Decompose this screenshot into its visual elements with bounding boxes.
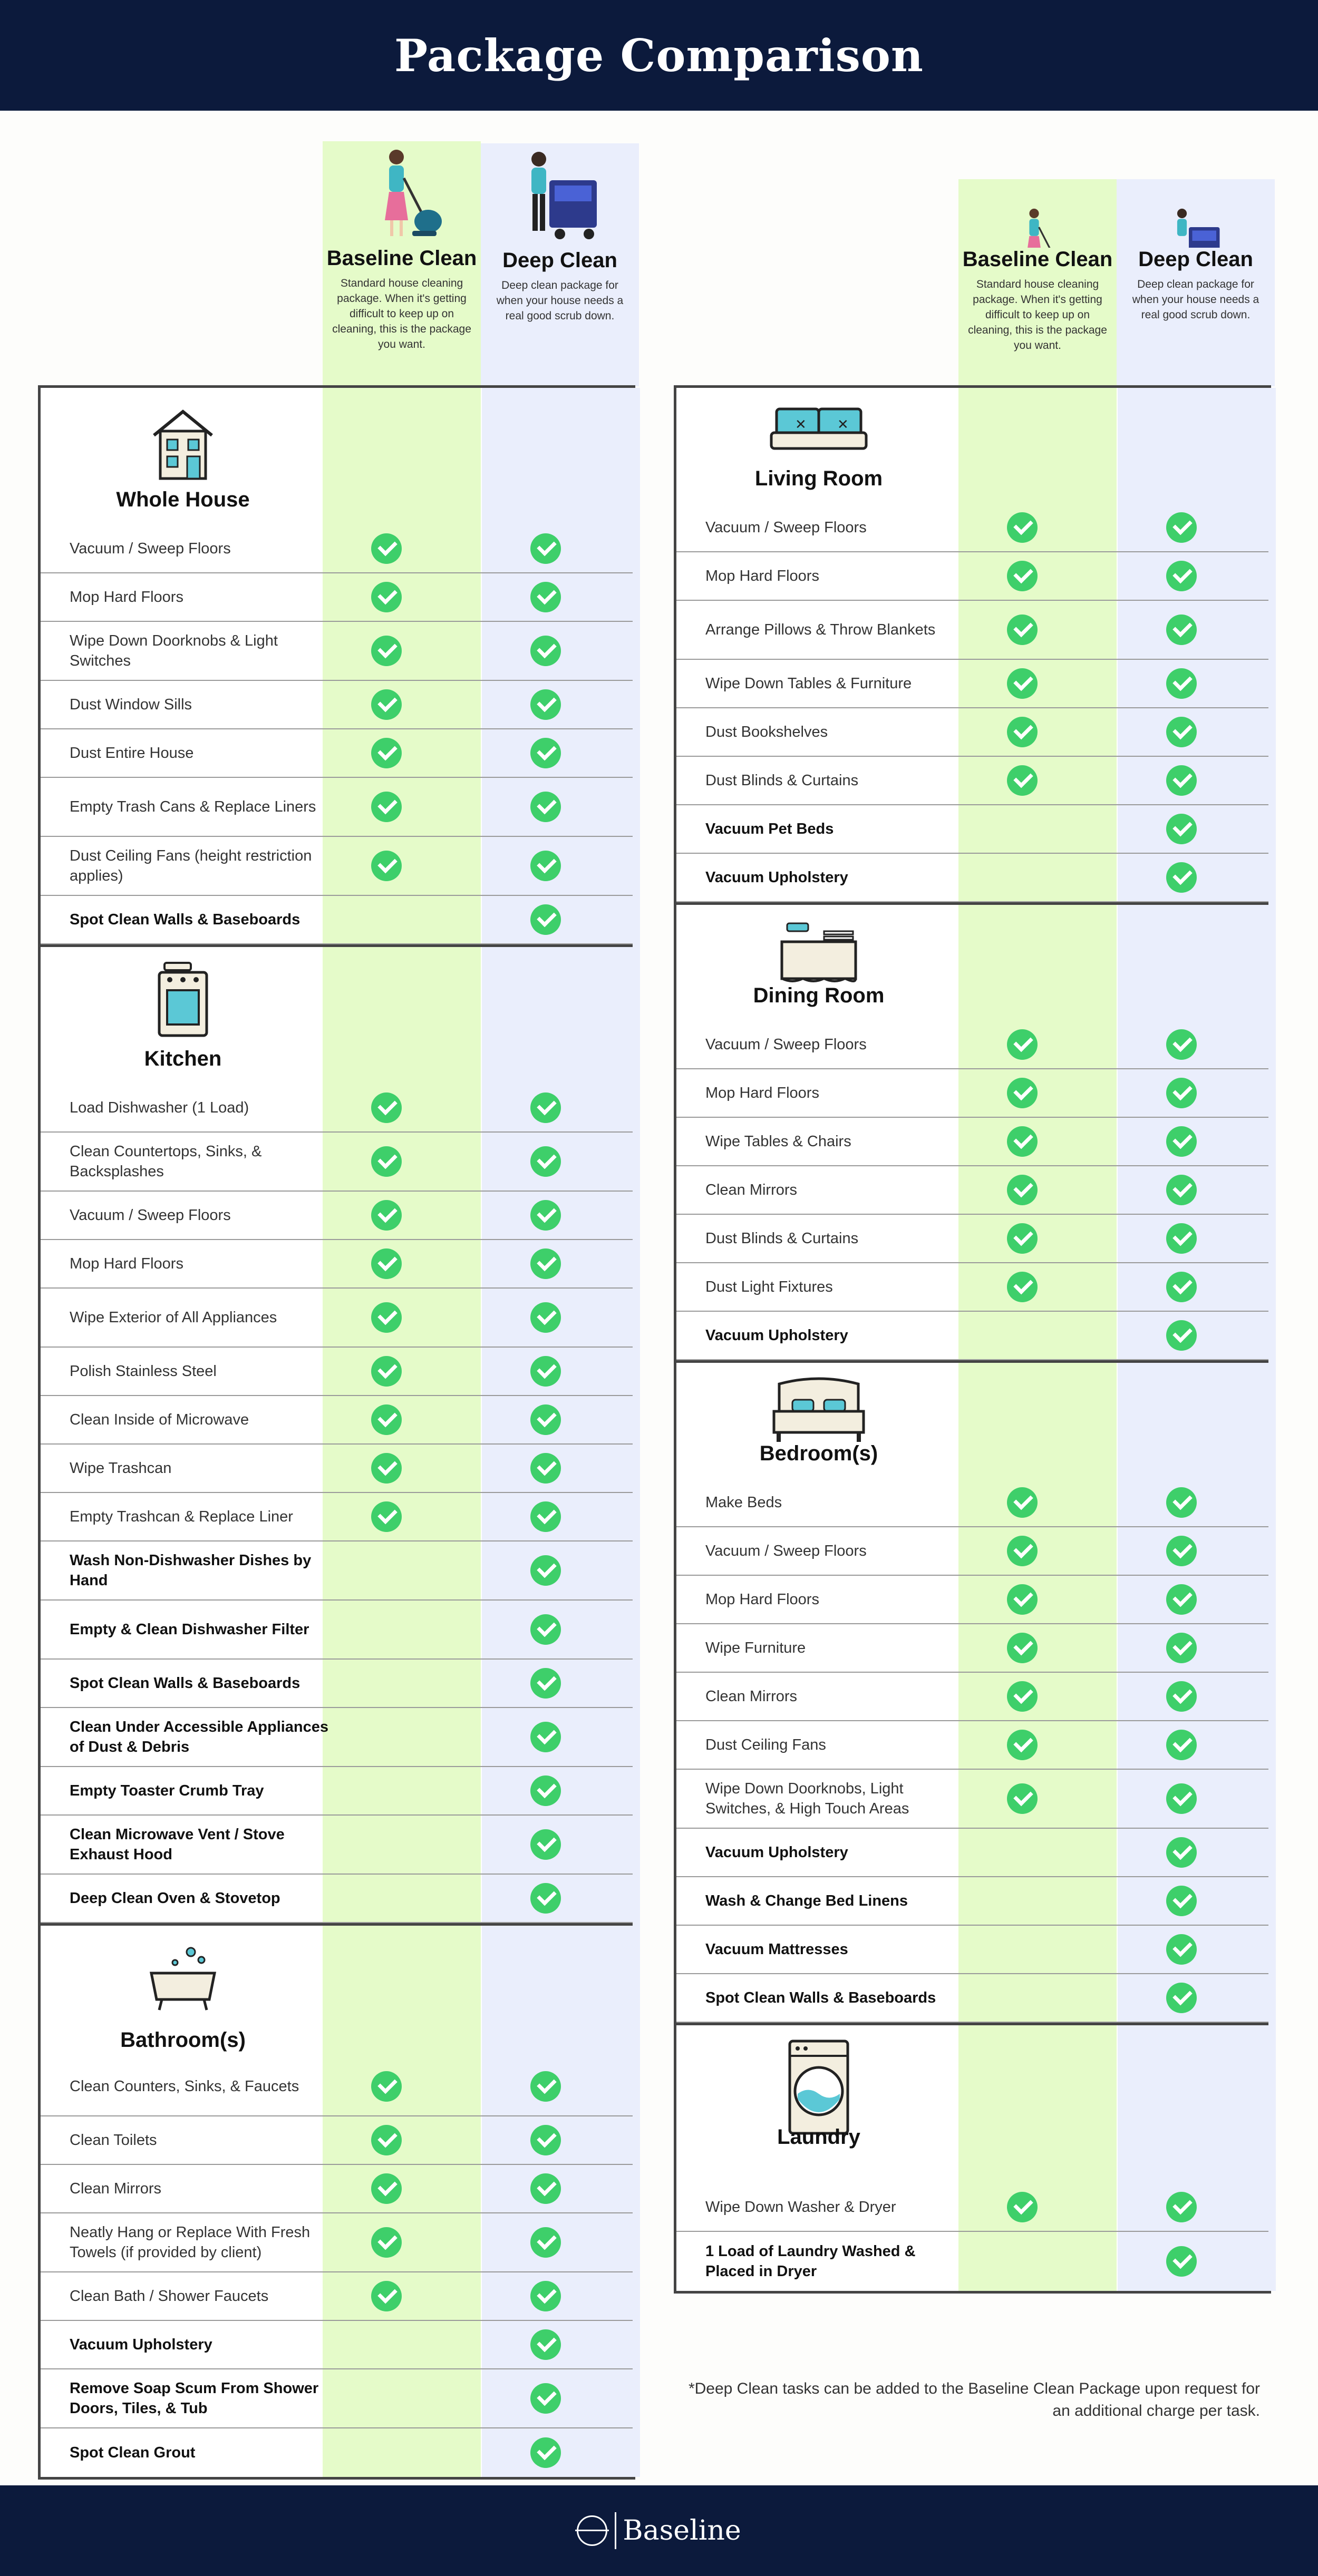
task-label: Mop Hard Floors [70, 589, 183, 606]
baseline-check-icon [1007, 1536, 1038, 1566]
baseline-desc-left: Standard house cleaning package. When it's getting difficult to keep up on cleaning, this is the package you want. [332, 277, 471, 350]
deep-check-icon [1166, 1223, 1197, 1254]
table-row [676, 854, 1268, 902]
deep-name-left: Deep Clean [502, 249, 617, 272]
deep-clean-note: *Deep Clean tasks can be added to the Baseline Clean Package upon request for an additional charge per task. [688, 2380, 1260, 2419]
whole-house-icon [143, 398, 222, 483]
section-title: Laundry [777, 2125, 860, 2149]
deep-check-icon [530, 2383, 561, 2414]
deep-check-icon [1166, 1886, 1197, 1916]
table-row [676, 1624, 1268, 1673]
table-row [41, 1084, 633, 1133]
comparison-table-right [674, 385, 1271, 2294]
baseline-check-icon [371, 582, 402, 612]
baseline-desc-right: Standard house cleaning package. When it's getting difficult to keep up on cleaning, this is the package you want. [968, 278, 1107, 352]
footer-brand: Baseline [623, 2515, 741, 2546]
deep-check-icon [530, 1722, 561, 1752]
task-label: Wash & Change Bed Linens [705, 1892, 908, 1909]
task-label: Clean Countertops, Sinks, & Backsplashes [70, 1143, 262, 1180]
baseline-check-icon [371, 1356, 402, 1387]
task-label: Spot Clean Walls & Baseboards [70, 911, 301, 928]
section-title: Living Room [754, 467, 883, 490]
table-row [41, 778, 633, 837]
table-row [41, 896, 633, 944]
task-label: Vacuum / Sweep Floors [70, 540, 231, 557]
table-row [676, 2183, 1268, 2232]
deep-cleaner-illustration [481, 143, 639, 249]
deep-check-icon [1166, 1272, 1197, 1302]
task-label: Clean Microwave Vent / Stove Exhaust Hood [70, 1826, 285, 1863]
baseline-cleaner-illustration-right [958, 179, 1117, 248]
task-label: Dust Blinds & Curtains [705, 772, 859, 789]
table-row [41, 2213, 633, 2272]
deep-check-icon [1166, 1681, 1197, 1712]
table-row [676, 1721, 1268, 1770]
deep-check-icon [530, 1775, 561, 1806]
baseline-check-icon [1007, 668, 1038, 699]
baseline-cleaner-illustration [323, 141, 481, 247]
deep-check-icon [1166, 1584, 1197, 1615]
table-row [41, 622, 633, 681]
section-dining-room [676, 905, 1268, 1021]
table-row [676, 1479, 1268, 1527]
section-title: Kitchen [144, 1047, 222, 1070]
baseline-check-icon [371, 689, 402, 720]
task-label: Dust Entire House [70, 745, 194, 762]
table-row [41, 1660, 633, 1708]
deep-check-icon [530, 851, 561, 881]
baseline-check-icon [1007, 1223, 1038, 1254]
baseline-check-icon [1007, 1078, 1038, 1108]
baseline-check-icon [371, 2125, 402, 2155]
deep-header-right [1117, 179, 1275, 386]
page-title: Package Comparison [394, 29, 924, 82]
table-row [676, 1069, 1268, 1118]
table-row [676, 1263, 1268, 1312]
section-living-room [676, 388, 1268, 504]
table-row [676, 504, 1268, 552]
deep-check-icon [530, 1883, 561, 1914]
task-label: 1 Load of Laundry Washed & Placed in Dryer [705, 2243, 916, 2280]
table-row [41, 1289, 633, 1348]
deep-check-icon [530, 1200, 561, 1231]
left-column [38, 0, 634, 2461]
task-label: Vacuum Mattresses [705, 1941, 848, 1958]
table-row [41, 1133, 633, 1192]
deep-check-icon [530, 2281, 561, 2311]
page-footer [0, 2485, 1318, 2576]
deep-check-icon [530, 1404, 561, 1435]
baseline-check-icon [371, 1248, 402, 1279]
deep-check-icon [1166, 668, 1197, 699]
deep-check-icon [1166, 1175, 1197, 1205]
table-row [41, 2428, 633, 2477]
table-row [41, 837, 633, 896]
task-label: Vacuum / Sweep Floors [705, 1036, 867, 1053]
deep-check-icon [530, 1356, 561, 1387]
task-label: Vacuum / Sweep Floors [705, 1543, 867, 1559]
table-row [676, 552, 1268, 601]
table-row [41, 2116, 633, 2165]
baseline-check-icon [371, 851, 402, 881]
task-label: Vacuum Pet Beds [705, 821, 834, 837]
section-title: Bedroom(s) [759, 1442, 878, 1465]
task-label: Clean Mirrors [705, 1688, 798, 1705]
task-label: Wipe Exterior of All Appliances [70, 1309, 277, 1326]
task-label: Wipe Down Tables & Furniture [705, 675, 912, 692]
table-row [676, 757, 1268, 805]
table-row [41, 681, 633, 729]
task-label: Clean Mirrors [70, 2180, 162, 2197]
baseline-check-icon [1007, 1487, 1038, 1518]
table-row [41, 1875, 633, 1923]
deep-check-icon [530, 1555, 561, 1586]
baseline-check-icon [1007, 1730, 1038, 1760]
baseline-check-icon [1007, 765, 1038, 796]
section-kitchen [41, 947, 633, 1084]
deep-check-icon [1166, 1536, 1197, 1566]
table-row [41, 525, 633, 573]
table-row [41, 2369, 633, 2428]
task-label: Dust Bookshelves [705, 724, 828, 740]
baseline-check-icon [371, 2227, 402, 2258]
table-row [676, 1576, 1268, 1624]
baseline-header-left [323, 141, 481, 386]
task-label: Spot Clean Walls & Baseboards [70, 1675, 301, 1692]
baseline-check-icon [371, 2173, 402, 2204]
baseline-check-icon [371, 1200, 402, 1231]
deep-check-icon [530, 904, 561, 935]
table-row [676, 1118, 1268, 1166]
deep-check-icon [1166, 1934, 1197, 1965]
deep-check-icon [530, 1453, 561, 1484]
task-label: Mop Hard Floors [705, 1085, 819, 1101]
section-title: Whole House [116, 488, 250, 511]
deep-check-icon [530, 2173, 561, 2204]
task-label: Load Dishwasher (1 Load) [70, 1099, 249, 1116]
table-row [676, 1312, 1268, 1360]
baseline-name-right: Baseline Clean [962, 248, 1113, 271]
table-row [41, 1445, 633, 1493]
table-row [676, 1974, 1268, 2023]
table-row [41, 1396, 633, 1445]
section-whole-house [41, 388, 633, 525]
task-label: Vacuum / Sweep Floors [70, 1207, 231, 1224]
task-label: Wipe Down Doorknobs, Light Switches, & High Touch Areas [705, 1780, 909, 1817]
table-row [676, 601, 1268, 660]
deep-check-icon [530, 1146, 561, 1177]
table-row [41, 1816, 633, 1875]
task-label: Clean Under Accessible Appliances of Dust & Debris [70, 1719, 329, 1755]
baseline-check-icon [371, 1501, 402, 1532]
table-rows-left [41, 388, 633, 2477]
table-row [41, 1767, 633, 1816]
baseline-check-icon [1007, 2192, 1038, 2222]
table-row [41, 729, 633, 778]
table-row [41, 1240, 633, 1289]
baseline-check-icon [1007, 1783, 1038, 1814]
deep-check-icon [1166, 561, 1197, 591]
baseline-check-icon [1007, 512, 1038, 543]
task-label: Deep Clean Oven & Stovetop [70, 1890, 280, 1907]
table-rows-right [676, 388, 1268, 2291]
baseline-check-icon [1007, 1681, 1038, 1712]
table-row [41, 1708, 633, 1767]
task-label: Dust Ceiling Fans (height restriction applies) [70, 847, 312, 884]
baseline-check-icon [1007, 614, 1038, 645]
task-label: Dust Window Sills [70, 696, 192, 713]
task-label: Dust Ceiling Fans [705, 1736, 826, 1753]
deep-check-icon [530, 792, 561, 822]
baseline-name-left: Baseline Clean [326, 247, 477, 270]
table-row [676, 660, 1268, 708]
task-label: Clean Counters, Sinks, & Faucets [70, 2078, 299, 2095]
section-bedrooms [676, 1363, 1268, 1479]
deep-check-icon [530, 2437, 561, 2468]
table-row [41, 2165, 633, 2213]
task-label: Clean Mirrors [705, 1182, 798, 1198]
deep-check-icon [1166, 1837, 1197, 1868]
deep-check-icon [1166, 1983, 1197, 2013]
laundry-icon [779, 2036, 858, 2120]
baseline-check-icon [1007, 1272, 1038, 1302]
table-row [676, 1527, 1268, 1576]
baseline-check-icon [371, 792, 402, 822]
deep-desc-right: Deep clean package for when your house needs a real good scrub down. [1132, 278, 1259, 321]
section-laundry [676, 2025, 1268, 2183]
table-row [676, 1926, 1268, 1974]
baseline-header-right [958, 179, 1117, 386]
baseline-check-icon [371, 1453, 402, 1484]
baseline-check-icon [1007, 1633, 1038, 1663]
table-row [676, 805, 1268, 854]
table-row [41, 1192, 633, 1240]
task-label: Clean Inside of Microwave [70, 1411, 249, 1428]
task-label: Wipe Tables & Chairs [705, 1133, 851, 1150]
table-row [41, 1601, 633, 1660]
baseline-check-icon [1007, 1584, 1038, 1615]
right-column [674, 0, 1269, 2319]
baseline-check-icon [371, 533, 402, 564]
table-row [41, 1493, 633, 1541]
task-label: Dust Light Fixtures [705, 1279, 833, 1295]
deep-check-icon [530, 2071, 561, 2102]
task-label: Vacuum Upholstery [705, 869, 848, 886]
section-bathrooms [41, 1926, 633, 2057]
baseline-check-icon [371, 1404, 402, 1435]
deep-name-right: Deep Clean [1138, 248, 1253, 271]
table-row [676, 2232, 1268, 2291]
task-label: Make Beds [705, 1494, 782, 1511]
task-label: Vacuum / Sweep Floors [705, 519, 867, 536]
deep-check-icon [530, 582, 561, 612]
deep-check-icon [530, 1668, 561, 1699]
baseline-check-icon [1007, 561, 1038, 591]
kitchen-icon [143, 958, 222, 1042]
table-row [676, 1021, 1268, 1069]
table-row [676, 1166, 1268, 1215]
deep-check-icon [530, 689, 561, 720]
deep-check-icon [530, 636, 561, 666]
deep-check-icon [1166, 1783, 1197, 1814]
baseline-logo-icon [577, 2515, 607, 2546]
section-title: Bathroom(s) [120, 2028, 246, 2052]
deep-check-icon [530, 1501, 561, 1532]
baseline-check-icon [1007, 1126, 1038, 1157]
deep-check-icon [1166, 1126, 1197, 1157]
deep-check-icon [530, 2329, 561, 2360]
deep-check-icon [1166, 512, 1197, 543]
table-row [41, 1348, 633, 1396]
deep-check-icon [530, 1614, 561, 1645]
table-row [41, 2321, 633, 2369]
task-label: Arrange Pillows & Throw Blankets [705, 621, 936, 638]
task-label: Wipe Furniture [705, 1640, 806, 1656]
deep-header-left [481, 143, 639, 386]
deep-check-icon [1166, 1078, 1197, 1108]
task-label: Dust Blinds & Curtains [705, 1230, 859, 1247]
task-label: Empty & Clean Dishwasher Filter [70, 1621, 309, 1638]
baseline-check-icon [371, 1302, 402, 1333]
deep-check-icon [1166, 2192, 1197, 2222]
task-label: Mop Hard Floors [70, 1255, 183, 1272]
task-label: Wipe Down Washer & Dryer [705, 2199, 896, 2216]
task-label: Clean Bath / Shower Faucets [70, 2288, 269, 2305]
task-label: Neatly Hang or Replace With Fresh Towels (if provided by client) [70, 2224, 311, 2261]
task-label: Vacuum Upholstery [70, 2336, 212, 2353]
deep-check-icon [1166, 1730, 1197, 1760]
task-label: Mop Hard Floors [705, 1591, 819, 1608]
task-label: Wipe Trashcan [70, 1460, 172, 1477]
deep-check-icon [530, 738, 561, 768]
deep-check-icon [1166, 862, 1197, 893]
deep-check-icon [530, 1248, 561, 1279]
deep-check-icon [530, 1092, 561, 1123]
deep-check-icon [1166, 1029, 1197, 1060]
deep-check-icon [530, 1829, 561, 1860]
baseline-check-icon [371, 2281, 402, 2311]
deep-check-icon [530, 1302, 561, 1333]
task-label: Empty Trash Cans & Replace Liners [70, 798, 316, 815]
deep-check-icon [1166, 765, 1197, 796]
table-row [676, 1215, 1268, 1263]
task-label: Empty Toaster Crumb Tray [70, 1782, 264, 1799]
task-label: Vacuum Upholstery [705, 1327, 848, 1344]
baseline-check-icon [371, 1092, 402, 1123]
deep-desc-left: Deep clean package for when your house needs a real good scrub down. [496, 279, 624, 322]
deep-check-icon [1166, 2246, 1197, 2277]
svg-text:✕: ✕ [837, 417, 849, 433]
deep-check-icon [530, 533, 561, 564]
table-row [41, 573, 633, 622]
comparison-table-left [38, 385, 635, 2480]
table-row [676, 1770, 1268, 1829]
task-label: Wash Non-Dishwasher Dishes by Hand [70, 1552, 312, 1589]
deep-check-icon [530, 2227, 561, 2258]
baseline-check-icon [1007, 1029, 1038, 1060]
deep-cleaner-illustration-right [1117, 179, 1275, 248]
table-row [676, 1673, 1268, 1721]
deep-check-icon [1166, 814, 1197, 844]
table-row [41, 2272, 633, 2321]
deep-check-icon [1166, 717, 1197, 747]
baseline-check-icon [371, 2071, 402, 2102]
bathrooms-icon [143, 1936, 222, 2021]
deep-check-icon [530, 2125, 561, 2155]
task-label: Wipe Down Doorknobs & Light Switches [70, 632, 278, 669]
section-title: Dining Room [753, 984, 885, 1007]
deep-check-icon [1166, 1320, 1197, 1351]
baseline-check-icon [1007, 1175, 1038, 1205]
baseline-check-icon [371, 1146, 402, 1177]
table-row [676, 1877, 1268, 1926]
task-label: Polish Stainless Steel [70, 1363, 217, 1380]
deep-check-icon [1166, 1487, 1197, 1518]
task-label: Empty Trashcan & Replace Liner [70, 1508, 293, 1525]
baseline-check-icon [371, 636, 402, 666]
table-row [41, 1541, 633, 1601]
task-label: Spot Clean Grout [70, 2444, 196, 2461]
deep-check-icon [1166, 1633, 1197, 1663]
task-label: Remove Soap Scum From Shower Doors, Tiles, & Tub [70, 2380, 319, 2417]
table-row [676, 1829, 1268, 1877]
deep-check-icon [1166, 614, 1197, 645]
task-label: Mop Hard Floors [705, 568, 819, 584]
table-row [676, 708, 1268, 757]
baseline-check-icon [371, 738, 402, 768]
baseline-logo [577, 2512, 741, 2549]
table-row [41, 2057, 633, 2116]
svg-text:✕: ✕ [795, 417, 807, 433]
task-label: Spot Clean Walls & Baseboards [705, 1989, 936, 2006]
task-label: Vacuum Upholstery [705, 1844, 848, 1861]
logo-separator [615, 2512, 616, 2549]
task-label: Clean Toilets [70, 2132, 157, 2149]
baseline-check-icon [1007, 717, 1038, 747]
